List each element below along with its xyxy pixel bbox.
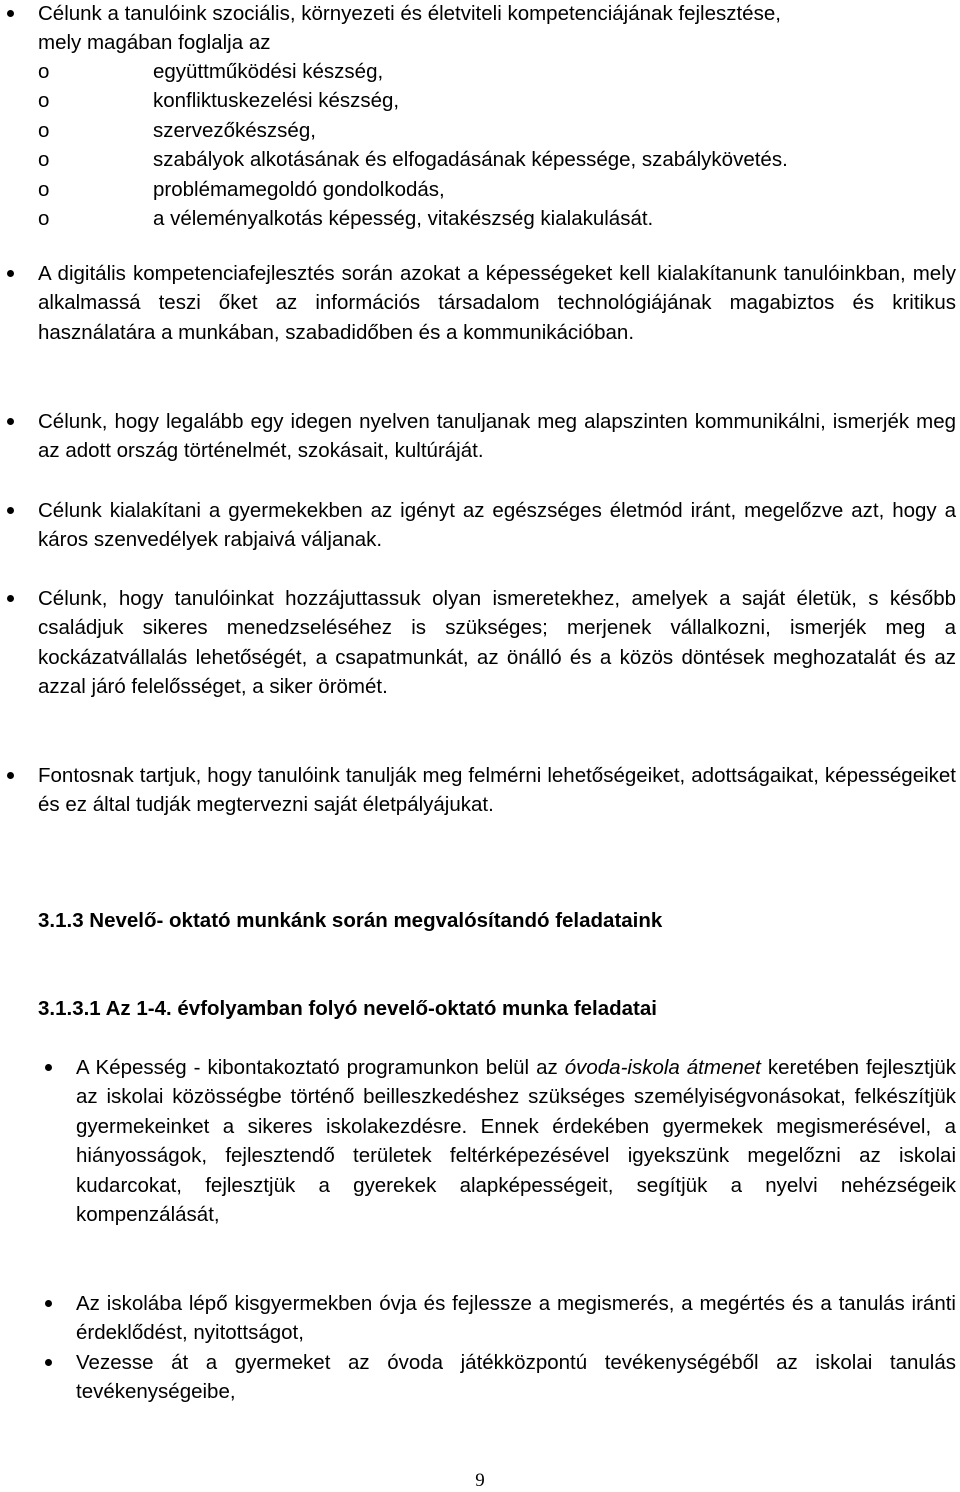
task-text: Vezesse át a gyermeket az óvoda játékközpontú tevékenységéből az iskolai tanulás tevékenységeibe, (76, 1351, 956, 1404)
intro-text (38, 0, 956, 58)
page-number: 9 (475, 1470, 485, 1491)
goal-item (38, 259, 956, 347)
circle-marker-icon: o (38, 60, 50, 83)
bullet-icon (45, 1359, 52, 1366)
circle-marker-icon: o (38, 118, 50, 142)
intro-line-1: Célunk a tanulóink szociális, környezeti és életviteli kompetenciájának fejlesztése, (38, 2, 781, 25)
circle-marker-icon: o (38, 89, 50, 113)
bullet-icon (45, 1300, 52, 1307)
goal-text: A digitális kompetenciafejlesztés során azokat a képességeket kell kialakítanunk tanulóinkban, mely alkalmassá teszi őket az információs társadalom technológiájának magabiztos és kritikus használatára a munkában, szabadidőben és a kommunikációban. (38, 262, 956, 344)
circle-marker-icon: o (38, 148, 50, 172)
goal-item (38, 584, 956, 702)
bullet-icon (7, 507, 14, 514)
goal-text: Célunk, hogy tanulóinkat hozzájuttassuk olyan ismeretekhez, amelyek a saját életük, s később családjuk sikeres menedzseléséhez is szükséges; merjenek vállalkozni, ismerjék meg a kockázatvállalás lehetőségét, a csapatmunkát, az önálló és a közös döntések meghozatalát és az azzal járó felelősséget, a siker örömét. (38, 587, 956, 699)
sub-item-text: konfliktuskezelési készség, (153, 89, 400, 113)
sub-item (38, 86, 956, 115)
sub-item-text: szabályok alkotásának és elfogadásának képessége, szabálykövetés. (153, 148, 788, 172)
task-text-before: A Képesség - kibontakoztató programunkon belül az (76, 1056, 565, 1079)
task-text-italic: óvoda-iskola átmenet (564, 1056, 761, 1079)
circle-marker-icon: o (38, 206, 50, 230)
bullet-icon (45, 1064, 52, 1071)
task-text (76, 1053, 956, 1229)
task-text: Az iskolába lépő kisgyermekben óvja és fejlessze a megismerés, a megértés és a tanulás iránti érdeklődést, nyitottságot, (76, 1292, 956, 1345)
intro-line-2: mely magában foglalja az (38, 31, 271, 55)
bullet-icon (7, 418, 14, 425)
bullet-icon (7, 595, 14, 602)
sub-item-text: problémamegoldó gondolkodás, (153, 177, 445, 201)
goal-item (38, 407, 956, 466)
sub-item (38, 204, 956, 233)
bullet-icon (7, 270, 14, 277)
goal-text: Célunk, hogy legalább egy idegen nyelven tanuljanak meg alapszinten kommunikálni, ismerjék meg az adott ország történelmét, szokásait, kultúráját. (38, 410, 956, 463)
goal-text: Célunk kialakítani a gyermekekben az igényt az egészséges életmód iránt, megelőzve azt, hogy a káros szenvedélyek rabjaivá váljanak. (38, 499, 956, 552)
goal-item (38, 496, 956, 555)
task-item (76, 1053, 956, 1229)
task-text-after: keretében fejlesztjük az iskolai közösségbe történő beilleszkedéshez szükséges személyiségvonásokat, felkészítjük gyermekeinket a sikeres iskolakezdésre. Ennek érdekében gyermekek megismerésével, a hiányosságok, fejlesztendő területek feltérképezésével igyekszünk megelőzni az iskolai kudarcokat, fejlesztjük a gyerekek alapképességeit, segítjük a nyelvi nehézségeik kompenzálását, (76, 1056, 956, 1227)
goal-item (38, 761, 956, 820)
goal-text: Fontosnak tartjuk, hogy tanulóink tanulják meg felmérni lehetőségeiket, adottságaikat, képességeiket és ez által tudják megtervezni saját életpályájukat. (38, 764, 956, 817)
subsection-heading: 3.1.3.1 Az 1-4. évfolyamban folyó nevelő-oktató munka feladatai (38, 997, 657, 1020)
sub-item-text: együttműködési készség, (153, 60, 384, 83)
task-item (76, 1289, 956, 1348)
bullet-icon (7, 10, 14, 17)
sub-item-text: a véleményalkotás képesség, vitakészség kialakulását. (153, 206, 654, 230)
intro-item (38, 0, 956, 58)
bullet-icon (7, 772, 14, 779)
section-heading: 3.1.3 Nevelő- oktató munkánk során megvalósítandó feladataink (38, 909, 663, 932)
sub-item (38, 175, 956, 204)
sub-item (38, 116, 956, 145)
sub-item-text: szervezőkészség, (153, 118, 316, 142)
sub-item (38, 57, 956, 86)
circle-marker-icon: o (38, 177, 50, 201)
intro-sublist (38, 57, 956, 233)
sub-item (38, 145, 956, 174)
task-item (76, 1348, 956, 1407)
